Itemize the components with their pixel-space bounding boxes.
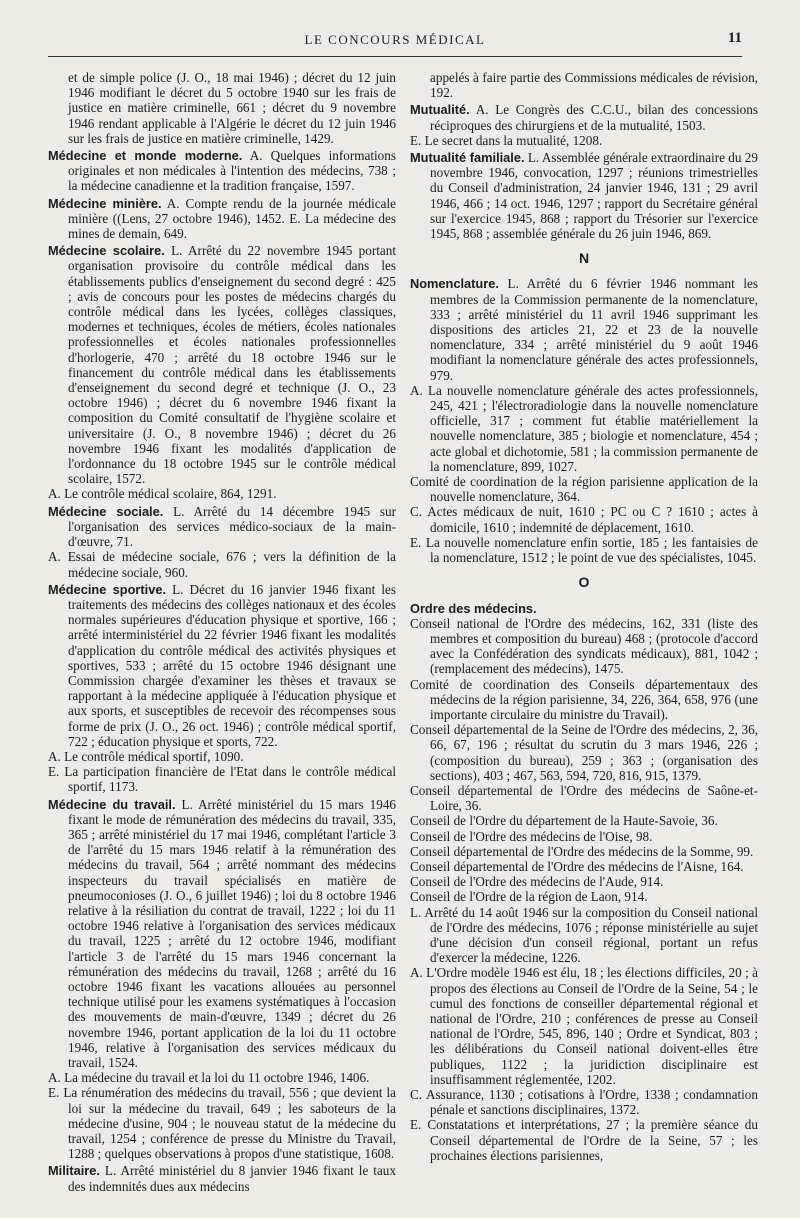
entry-text: L. Assemblée générale extraordinaire du 29 novembre 1946, convocation, 1297 ; réunions trimestrielles du Conseil d'administration, 24 janvier 1946, 131 ; 29 avril 1946, 466 ; 14 oct. 1946, 1297 ; rapport du Secrétaire général sur l'exercice 1945, 868 ; rapport du Trésorier sur l'exercice 1945, 868 ; assemblée générale du 26 juin 1946, 869. <box>430 150 758 242</box>
entry-text: A. Compte rendu de la journée médicale minière ((Lens, 27 octobre 1946), 1452. E. La médecine des mines de demain, 649. <box>68 195 396 242</box>
index-entry <box>410 70 758 100</box>
entry-heading: Médecine et monde moderne. <box>48 148 243 164</box>
entry-subparagraph: C. Actes médicaux de nuit, 1610 ; PC ou C ? 1610 ; actes à domicile, 1610 ; indemnité de déplacement, 1610. <box>410 504 758 535</box>
index-entry <box>410 150 758 241</box>
page-header <box>48 30 742 50</box>
index-entry <box>410 276 758 565</box>
left-column <box>48 70 396 1196</box>
entry-subparagraph: E. Le secret dans la mutualité, 1208. <box>410 132 603 148</box>
entry-subparagraph: Comité de coordination des Conseils départementaux des médecins de la région parisienne, 34, 226, 364, 658, 976 (une importante circulaire du ministre du Travail). <box>410 676 758 722</box>
entry-subparagraph: Conseil de l'Ordre du département de la Haute-Savoie, 36. <box>410 813 718 829</box>
entry-subparagraph: A. La médecine du travail et la loi du 11 octobre 1946, 1406. <box>48 1070 370 1086</box>
entry-heading: Militaire. <box>48 1163 100 1179</box>
entry-subparagraph: Conseil départemental de la Seine de l'Ordre des médecins, 2, 36, 66, 67, 196 ; résultat du scrutin du 3 mars 1946, 226 ; (composition du bureau), 259 ; 363 ; (organisation des sections), 403 ; 467, 563, 594, 720, 816, 915, 1379. <box>410 722 758 783</box>
index-entry <box>410 601 758 1164</box>
entry-subparagraph: E. La nouvelle nomenclature enfin sortie, 185 ; les fantaisies de la nomenclature, 1512 ; le point de vue des spécialistes, 1045. <box>410 534 758 566</box>
entry-text: L. Arrêté ministériel du 8 janvier 1946 fixant le taux des indemnités dues aux médecins <box>68 1163 396 1194</box>
entry-heading: Médecine sportive. <box>48 581 167 597</box>
entry-subparagraph: A. L'Ordre modèle 1946 est élu, 18 ; les élections difficiles, 20 ; à propos des élections au Conseil de l'Ordre de la Seine, 54 ; le cumul des fonctions de conseiller départemental régional et national de l'Ordre, 210 ; conférences de presse au Conseil national de l'Ordre, 545, 896, 140 ; Ordre et Syndicat, 803 ; les délibérations du Conseil national doivent-elles être publiques, 1122 ; la juridiction disciplinaire est insuffisamment réglementée, 1202. <box>410 965 758 1087</box>
entry-text: appelés à faire partie des Commissions médicales de révision, 192. <box>430 70 758 101</box>
entry-text: A. Le Congrès des C.C.U., bilan des concessions réciproques des chirurgiens et de la mutualité, 1503. <box>430 102 758 133</box>
section-n-entries <box>410 276 758 565</box>
index-entry <box>48 70 396 146</box>
entry-subparagraph: Conseil départemental de l'Ordre des médecins de l'Aisne, 164. <box>410 858 744 874</box>
entry-subparagraph: Conseil départemental de l'Ordre des médecins de Saône-et-Loire, 36. <box>410 782 758 814</box>
entry-subparagraph: A. Essai de médecine sociale, 676 ; vers la définition de la médecine sociale, 960. <box>48 549 396 580</box>
entry-text: L. Arrêté du 22 novembre 1945 portant organisation provisoire du contrôle médical dans les établissements publics d'enseignement du second degré : 425 ; avis de concours pour les postes de médecins chargés du contrôle médical dans les lycées, collèges classiques, modernes et techniques, écoles de métiers, écoles nationales professionnelles et écoles nationales professionnelles d'horlogerie, 470 ; arrêté du 18 octobre 1946 sur le financement du contrôle médical dans les établissements d'enseignement du second degré et technique (J. O., 23 octobre 1946) ; décret du 6 novembre 1946 fixant la composition du Comité consultatif de l'hygiène scolaire et universitaire (J. O., 8 novembre 1946) ; décret du 26 novembre 1946 fixant les modalités d'application de l'ordonnance du 18 octobre 1945 sur le contrôle médical scolaire, 1572. <box>68 243 397 487</box>
entry-text: L. Arrêté du 14 décembre 1945 sur l'organisation des services médico-sociaux de la main-d'œuvre, 71. <box>68 503 397 550</box>
entry-subparagraph: L. Arrêté du 14 août 1946 sur la composition du Conseil national de l'Ordre des médecins, 1076 ; réponse ministérielle au sujet d'une décision d'un conseil régional, portant un refus d'exercer la médecine, 1226. <box>410 904 758 966</box>
index-entry <box>48 196 396 242</box>
entry-heading: Ordre des médecins. <box>410 600 537 616</box>
index-entry <box>410 102 758 148</box>
entry-text: A. Quelques informations originales et non médicales à l'intention des médecins, 738 ; la médecine canadienne et la tradition française, 1597. <box>68 148 396 194</box>
entry-heading: Médecine du travail. <box>48 796 176 812</box>
entry-heading: Nomenclature. <box>410 276 499 292</box>
entry-subparagraph: C. Assurance, 1130 ; cotisations à l'Ordre, 1338 ; condamnation pénale et sanctions disciplinaires, 1372. <box>410 1087 758 1118</box>
header-rule <box>48 56 742 57</box>
section-letter-n: N <box>578 250 590 267</box>
index-entry <box>48 1163 396 1193</box>
entry-subparagraph: E. Constatations et interprétations, 27 ; la première séance du Conseil départemental de l'Ordre de la Seine, 57 ; les prochaines élections parisiennes, <box>410 1117 758 1163</box>
entry-heading: Médecine scolaire. <box>48 243 165 259</box>
entry-text: et de simple police (J. O., 18 mai 1946) ; décret du 12 juin 1946 modifiant le décret du 5 octobre 1940 sur les frais de justice en matière criminelle, 661 ; décret du 9 novembre 1946 rendant applicable à l'Algérie le décret du 12 juin 1946 sur les frais de justice en matière criminelle, 1429. <box>68 70 396 146</box>
entry-subparagraph: Conseil départemental de l'Ordre des médecins de la Somme, 99. <box>410 843 754 859</box>
right-column-top-entries <box>410 70 758 241</box>
right-column <box>410 70 758 1165</box>
section-o-entries <box>410 601 758 1164</box>
entry-heading: Mutualité familiale. <box>410 150 525 166</box>
entry-subparagraph: Comité de coordination de la région parisienne application de la nouvelle nomenclature, 364. <box>410 474 758 505</box>
entry-subparagraph: Conseil national de l'Ordre des médecins, 162, 331 (liste des membres et composition du bureau) 468 ; (protocole d'accord avec la Confédération des syndicats médicaux), 881, 1042 ; (remplacement des médecins), 1475. <box>410 615 758 677</box>
index-entry <box>48 148 396 194</box>
entry-heading: Mutualité. <box>410 102 470 118</box>
index-entry <box>48 582 396 795</box>
entry-subparagraph: E. La participation financière de l'Etat dans le contrôle médical sportif, 1173. <box>48 764 396 795</box>
entry-subparagraph: A. La nouvelle nomenclature générale des actes professionnels, 245, 421 ; l'électroradiologie dans la nouvelle nomenclature officielle, 317 ; comment fut établie matériellement la nouvelle nomenclature, 385 ; biologie et nomenclature, 454 ; acte global et dichotomie, 581 ; la commission permanente de la nomenclature, 899, 1027. <box>410 382 758 474</box>
page-number: 11 <box>727 30 742 46</box>
entry-text: L. Arrêté ministériel du 15 mars 1946 fixant le mode de rémunération des médecins du travail, 335, 365 ; arrêté ministériel du 17 mai 1946, complétant l'article 3 de l'arrêté du 15 mars 1946 relatif à la rémunération des médecins du travail, 564 ; arrêté nommant des médecins inspecteurs du travail spécialisés en matière de pneumoconioses (J. O., 6 juillet 1946) ; loi du 8 octobre 1946 relative à la résiliation du contrat de travail, 1222 ; loi du 11 octobre 1946 relative à l'organisation des services médicaux du travail, 1225 ; arrêté du 12 octobre 1946, modifiant l'article 3 de l'arrêté du 15 mars 1946 concernant la rémunération des médecins du travail, 1268 ; arrêté du 16 octobre 1946 fixant les vacations allouées au personnel technique utilisé pour les examens systématiques à l'occasion des mouvements de main-d'œuvre, 1349 ; décret du 26 novembre 1946, portant application de la loi du 11 octobre 1946, relative à l'organisation des services médicaux du travail, 1524. <box>68 796 397 1070</box>
index-entry <box>48 243 396 501</box>
entry-heading: Médecine minière. <box>48 195 162 211</box>
entry-subparagraph: A. Le contrôle médical scolaire, 864, 1291. <box>48 486 277 502</box>
entry-text: L. Arrêté du 6 février 1946 nommant les membres de la Commission permanente de la nomenclature, 333 ; arrêté ministériel du 11 avril 1946 supprimant les dispositions des articles 21, 22 et 23 de la nouvelle nomenclature, 334 ; arrêté ministériel du 9 août 1946 modifiant la nomenclature générale des actes professionnels, 979. <box>430 276 759 383</box>
entry-subparagraph: Conseil de l'Ordre de la région de Laon, 914. <box>410 889 648 905</box>
entry-subparagraph: Conseil de l'Ordre des médecins de l'Aude, 914. <box>410 874 664 890</box>
entry-subparagraph: Conseil de l'Ordre des médecins de l'Oise, 98. <box>410 828 653 844</box>
entry-subparagraph: E. La rénumération des médecins du travail, 556 ; que devient la loi sur la médecine du travail, 649 ; les saboteurs de la médecine d'usine, 904 ; le nouveau statut de la médecine du travail, 1254 ; conférence de presse du Ministre du Travail, 1288 ; quelques observations à propos d'une statistique, 1608. <box>48 1085 396 1162</box>
index-entry <box>48 504 396 580</box>
entry-heading: Médecine sociale. <box>48 503 164 519</box>
entry-text: L. Décret du 16 janvier 1946 fixant les traitements des médecins des collèges nationaux et des écoles normales supérieures d'éducation physique et sportive, 166 ; arrêté interministériel du 22 février 1946 fixant les modalités d'application du contrôle médical des activités physiques et sportives, 533 ; arrêté du 15 octobre 1946 désignant une Commission chargée d'examiner les thèses et travaux se rapportant à la médecine appliquée à l'éducation physique et aux sports, et susceptibles de recevoir des récompenses sous forme de prix (J. O., 26 oct. 1946) ; contrôle médical sportif, 722 ; éducation physique et sports, 722. <box>68 581 397 749</box>
index-entry <box>48 797 396 1162</box>
journal-title: LE CONCOURS MÉDICAL <box>304 32 486 47</box>
section-letter-o: O <box>578 574 590 591</box>
entry-subparagraph: A. Le contrôle médical sportif, 1090. <box>48 748 244 764</box>
